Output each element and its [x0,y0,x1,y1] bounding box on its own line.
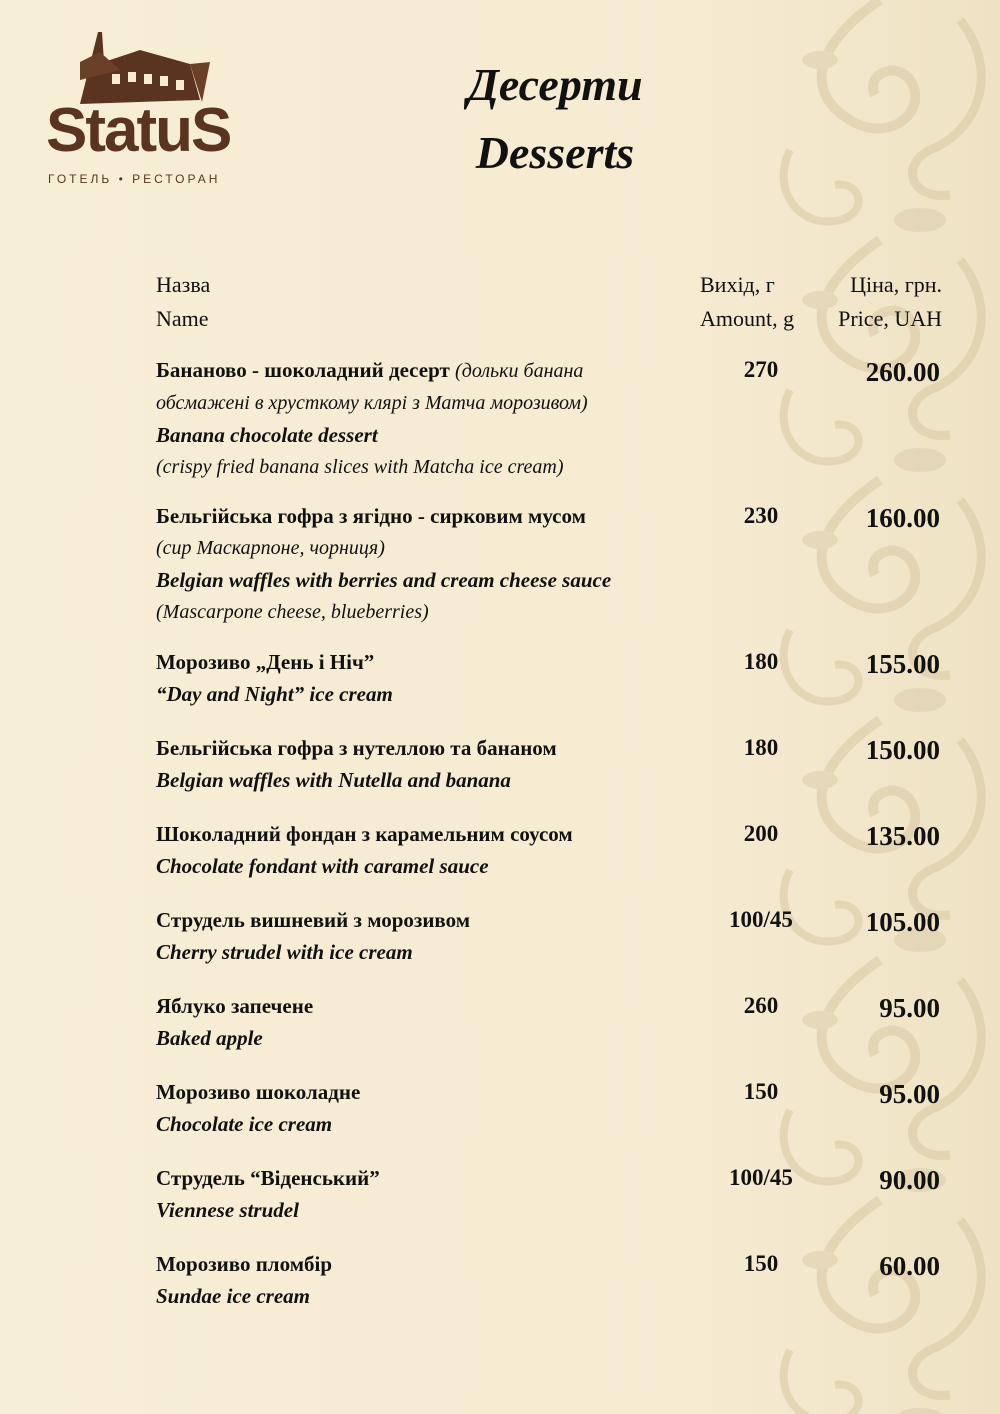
item-amount: 100/45 [729,1165,793,1190]
item-amount: 180 [743,735,779,760]
menu-item [156,354,946,483]
header-price-ua: Ціна, грн. [850,272,942,297]
item-amount: 150 [743,1251,779,1276]
item-amount: 270 [743,357,779,382]
menu-item [156,904,946,968]
item-name-en: Chocolate fondant with caramel sauce [156,854,489,878]
item-name-ua: Морозиво „День і Ніч” [156,650,375,674]
item-name-en: Sundae ice cream [156,1284,310,1308]
item-price: 155.00 [865,649,940,679]
item-price: 260.00 [865,357,940,387]
item-name-ua: Шоколадний фондан з карамельним соусом [156,822,573,846]
menu-item [156,1248,946,1312]
item-amount: 100/45 [729,907,793,932]
item-name-ua: Струдель вишневий з морозивом [156,908,471,932]
column-header-amount [700,268,794,336]
item-name-ua: Яблуко запечене [156,994,314,1018]
item-name-en: Viennese strudel [156,1198,299,1222]
item-name-ua: Морозиво шоколадне [156,1080,361,1104]
page-title-en: Desserts [475,127,635,178]
item-name-en: Belgian waffles with berries and cream cheese sauce [156,568,612,592]
item-name-en: Belgian waffles with Nutella and banana [156,768,511,792]
item-name-ua: Бельгійська гофра з ягідно - сирковим мусом [156,504,586,528]
item-name-en: Baked apple [156,1026,263,1050]
item-desc-ua-cont: обсмажені в хрусткому клярі з Матча морозивом) [156,392,588,414]
menu-item [156,1162,946,1226]
header-name-en: Name [156,306,209,331]
header-amount-en: Amount, g [700,306,795,331]
item-name-en: Cherry strudel with ice cream [156,940,413,964]
item-desc-en: (crispy fried banana slices with Matcha ice cream) [156,456,564,478]
item-name-ua: Струдель “Віденський” [156,1166,380,1190]
page-title-ua: Десерти [467,59,643,110]
item-name-en: Banana chocolate dessert [156,423,378,447]
item-price: 150.00 [865,735,940,765]
item-price: 90.00 [879,1165,940,1195]
menu-item [156,1076,946,1140]
item-name-ua-line [156,354,946,387]
item-name-ua: Морозиво пломбір [156,1252,333,1276]
item-price: 60.00 [879,1251,940,1281]
item-amount: 260 [743,993,779,1018]
item-name-en: “Day and Night” ice cream [156,682,393,706]
item-price: 135.00 [865,821,940,851]
item-amount: 200 [743,821,779,846]
header-name-ua: Назва [156,272,211,297]
header-amount-ua: Вихід, г [700,272,775,297]
menu-item [156,646,946,710]
menu-item [156,818,946,882]
item-price: 105.00 [865,907,940,937]
header-price-en: Price, UAH [838,306,942,331]
item-amount: 180 [743,649,779,674]
item-price: 160.00 [865,503,940,533]
menu-item [156,990,946,1054]
item-desc-ua: (дольки банана [455,360,584,382]
item-desc-ua: (сир Маскарпоне, чорниця) [156,537,385,559]
logo-wordmark: StatuS [46,96,231,165]
item-amount: 150 [743,1079,779,1104]
logo-subtitle: ГОТЕЛЬ • РЕСТОРАН [48,172,221,186]
column-header-name [156,268,210,336]
item-price: 95.00 [879,1079,940,1109]
item-desc-en: (Mascarpone cheese, blueberries) [156,601,429,623]
item-price: 95.00 [879,993,940,1023]
menu-item [156,732,946,796]
item-amount: 230 [743,503,779,528]
item-name-en: Chocolate ice cream [156,1112,333,1136]
column-header-price [822,268,942,336]
item-name-ua: Бельгійська гофра з нутеллою та бананом [156,736,557,760]
item-name-ua: Бананово - шоколадний десерт [156,358,450,382]
menu-item [156,500,946,628]
